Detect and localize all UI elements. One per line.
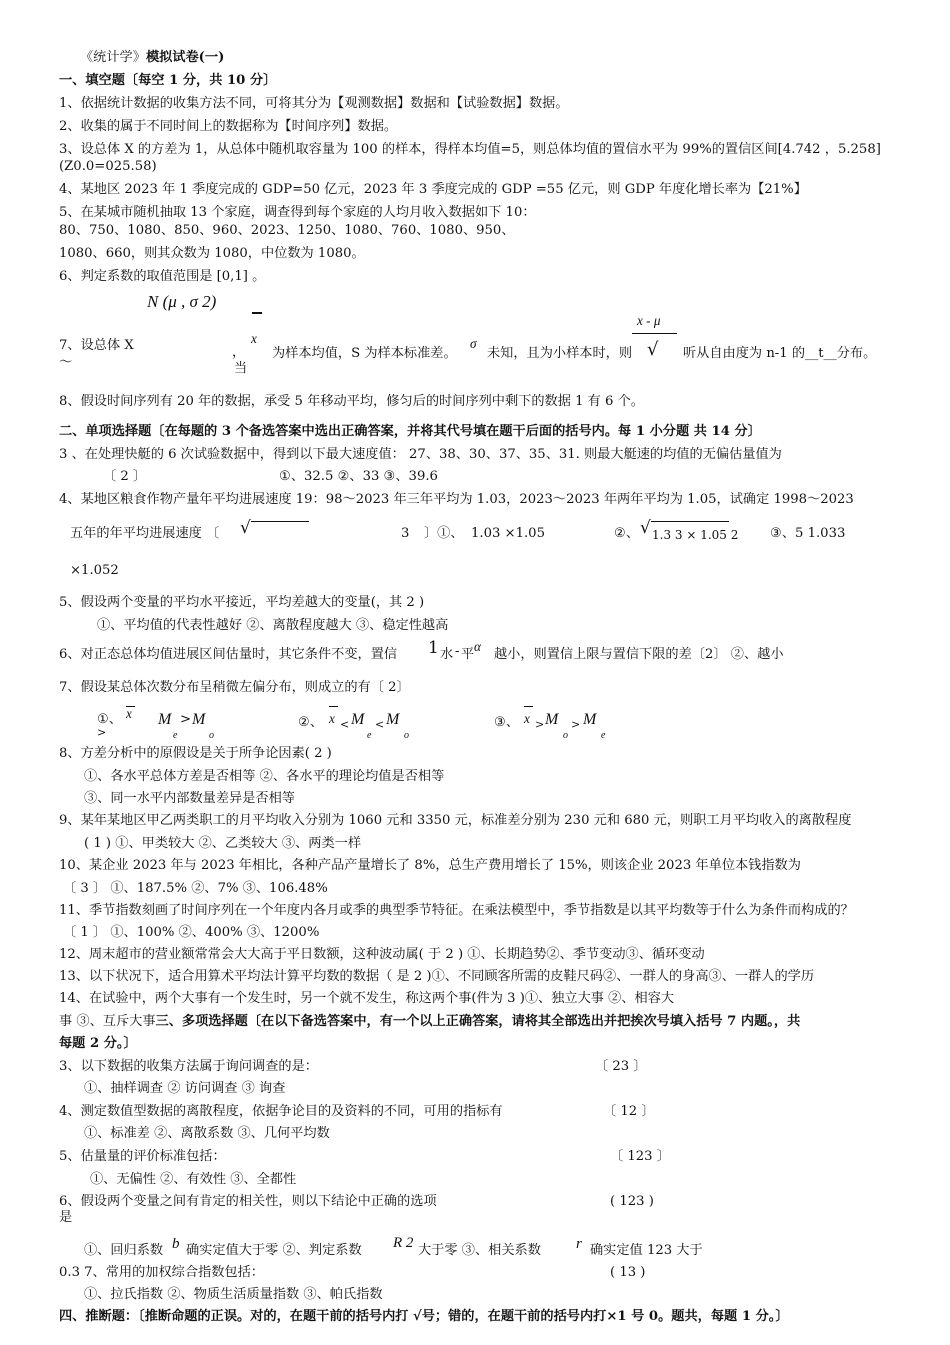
xbar-symbol: x <box>524 711 530 726</box>
question-3-6-answer: ( 123 ) <box>610 1194 654 1209</box>
question-3-6-opt1: ①、回归系数 <box>84 1243 164 1258</box>
xbar-bar-mark <box>329 706 338 707</box>
question-2-3: 3 、在处理快艇的 6 次试验数据中，得到以下最大速度值： 27、38、30、37、35、31. 则最大艇速的均值的无偏估量值为 <box>59 447 782 462</box>
b-symbol: b <box>172 1236 180 1252</box>
question-2-8-options-a: ①、各水平总体方差是否相等 ②、各水平的理论均值是否相等 <box>84 769 445 784</box>
xbar-symbol: x <box>251 331 257 346</box>
median-symbol: M <box>583 711 597 728</box>
question-2-10-options: 〔 3 〕 ①、187.5% ②、7% ③、106.48% <box>63 881 328 896</box>
question-3-6: 6、假设两个变量之间有肯定的相关性，则以下结论中正确的选项 <box>59 1194 437 1209</box>
question-2-14: 14、在试验中，两个大事有一个发生时，另一个就不发生，称这两个事(件为 3 )①、独立大事 ②、相容大 <box>59 991 675 1006</box>
r-symbol: r <box>576 1236 582 1252</box>
q2-7-opt3-label: ③、 <box>494 715 520 730</box>
median-subscript: e <box>601 730 606 741</box>
question-1-7-c: 未知，且为小样本时，则 <box>487 346 633 361</box>
question-2-8-options-b: ③、同一水平内部数量差异是否相等 <box>84 791 295 806</box>
question-1-2: 2、收集的属于不同时间上的数据称为【时间序列】数据。 <box>59 119 398 134</box>
question-2-4-opt1-label: 〕①、 <box>424 526 464 541</box>
question-2-4-tail: ×1.052 <box>70 563 119 578</box>
q2-7-gt: > <box>180 712 192 727</box>
question-3-6-opt3-tail: 确实定值 123 大于 <box>590 1243 703 1258</box>
mode-subscript: o <box>404 730 409 741</box>
question-2-11-options: 〔 1 〕 ①、100% ②、400% ③、1200% <box>63 925 320 940</box>
question-2-4-stem: 五年的年平均进展速度 〔 <box>70 526 220 541</box>
mode-symbol: M <box>192 711 206 728</box>
question-1-4: 4、某地区 2023 年 1 季度完成的 GDP=50 亿元，2023 年 3 季度完成的 GDP =55 亿元，则 GDP 年度化增长率为【21%】 <box>59 182 807 197</box>
question-2-4-answer: 3 <box>401 526 410 541</box>
section-4-heading: 四、推断题：〔推断命题的正误。对的，在题干前的括号内打 √号；错的，在题干前的括号内打×1 号 0。题共，每题 1 分。〕 <box>59 1309 789 1324</box>
xbar-bar-mark <box>524 706 533 707</box>
q2-7-gt: > <box>571 718 581 731</box>
t-statistic-numerator: x - μ <box>637 313 661 328</box>
median-symbol: M <box>351 711 365 728</box>
section-1-heading: 一、填空题〔每空 1 分，共 10 分〕 <box>59 73 277 88</box>
question-2-5: 5、假设两个变量的平均水平接近，平均差越大的变量(，其 2 ) <box>59 595 425 610</box>
sqrt-radical-icon: √ <box>240 518 251 538</box>
question-3-7: 0.3 7、常用的加权综合指数包括： <box>59 1265 264 1280</box>
section-3-heading-cont: 每题 2 分。〕 <box>59 1036 137 1051</box>
q2-7-opt1-label: ①、 <box>97 712 123 727</box>
question-2-7: 7、假设某总体次数分布呈稍微左偏分布，则成立的有〔 2〕 <box>59 680 410 695</box>
question-3-3: 3、以下数据的收集方法属于询问调查的是： <box>59 1059 318 1074</box>
sqrt-radical-icon: √ <box>647 339 659 360</box>
q2-7-opt2-label: ②、 <box>298 715 324 730</box>
radical-overline <box>251 521 309 522</box>
question-1-1: 1、依据统计数据的收集方法不同，可将其分为【观测数据】数据和【试验数据】数据。 <box>59 96 569 111</box>
mode-symbol: M <box>545 711 559 728</box>
question-3-4-options: ①、标准差 ②、离散系数 ③、几何平均数 <box>84 1126 330 1141</box>
section-2-heading: 二、单项选择题〔在每题的 3 个备选答案中选出正确答案，并将其代号填在题干后面的括号内。每 1 小分题 共 14 分〕 <box>59 424 761 439</box>
question-1-3: 3、设总体 X 的方差为 1，从总体中随机取容量为 100 的样本，得样本均值=5，则总体均值的置信水平为 99%的置信区间[4.742 ，5.258] <box>59 142 881 157</box>
question-1-7-d: 听从自由度为 n-1 的__t__分布。 <box>683 346 877 361</box>
q2-6-ping: 平 <box>461 647 475 662</box>
question-3-3-options: ①、抽样调查 ② 访问调查 ③ 询查 <box>84 1081 286 1096</box>
question-3-5-answer: 〔 123 〕 <box>610 1149 670 1164</box>
xbar-bar-mark <box>252 312 262 314</box>
question-2-4-opt2-value: 1.3 3 × 1.05 2 <box>652 528 739 542</box>
median-subscript: e <box>367 730 372 741</box>
question-2-14-tail: 事 ③、互斥大事三、多项选择题〔在以下备选答案中，有一个以上正确答案，请将其全部选出并把挨次号填入括号 7 内题。，共 <box>59 1014 801 1029</box>
question-2-4-opt1-value: 1.03 ×1.05 <box>471 526 545 541</box>
q7-dang: 当 <box>234 361 248 376</box>
question-2-3-options: ①、32.5 ②、33 ③、39.6 <box>279 469 438 484</box>
question-1-7-a: 7、设总体 X <box>59 338 134 353</box>
question-1-5: 5、在某城市随机抽取 13 个家庭，调查得到每个家庭的人均月收入数据如下 10： <box>59 205 536 220</box>
question-3-7-answer: ( 13 ) <box>610 1265 646 1280</box>
sqrt-radical-icon: √ <box>640 518 651 538</box>
q2-7-lt: < <box>375 718 385 731</box>
question-2-12: 12、周末超市的营业额常常会大大高于平日数额，这种波动属( 于 2 ) ①、长期趋势②、季节变动③、循环变动 <box>59 947 705 962</box>
question-2-6-a: 6、对正态总体均值进展区间估量时，其它条件不变，置信 <box>59 647 398 662</box>
question-2-9: 9、某年某地区甲乙两类职工的月平均收入分别为 1060 元和 3350 元，标准差分别为 230 元和 680 元，则职工月平均收入的离散程度 <box>59 813 852 828</box>
median-subscript: e <box>173 730 178 741</box>
q7-comma: ， <box>232 345 246 360</box>
question-2-9-options: ( 1 ) ①、甲类较大 ②、乙类较大 ③、两类一样 <box>84 836 362 851</box>
r-squared-symbol: R 2 <box>393 1235 414 1251</box>
q2-7-gt: > <box>535 718 545 731</box>
question-2-10: 10、某企业 2023 年与 2023 年相比，各种产品产量增长了 8%，总生产费用增长了 15%，则该企业 2023 年单位本钱指数为 <box>59 858 801 873</box>
question-3-7-options: ①、拉氏指数 ②、物质生活质量指数 ③、帕氏指数 <box>84 1287 383 1302</box>
question-3-5-options: ①、无偏性 ②、有效性 ③、全都性 <box>90 1172 297 1187</box>
tilde-symbol: ～ <box>59 355 73 370</box>
question-3-3-answer: 〔 23 〕 <box>595 1059 647 1074</box>
question-3-5: 5、估量量的评价标准包括： <box>59 1149 226 1164</box>
question-2-3-answer: 〔 2 〕 <box>103 469 147 484</box>
alpha-symbol: α <box>474 639 481 654</box>
exam-title: 《统计学》模拟试卷(一) <box>80 50 225 65</box>
sigma-symbol: σ <box>470 336 477 351</box>
question-2-4-opt3: ③、5 1.033 <box>770 526 846 541</box>
radical-overline <box>651 521 729 522</box>
question-2-8: 8、方差分析中的原假设是关于所争论因素( 2 ) <box>59 746 332 761</box>
question-3-4: 4、测定数值型数据的离散程度，依据争论目的及资料的不同，可用的指标有 <box>59 1104 503 1119</box>
question-1-5-data-b: 1080、660，则其众数为 1080，中位数为 1080。 <box>59 246 365 261</box>
mode-symbol: M <box>386 711 400 728</box>
question-2-13: 13、以下状况下，适合用算术平均法计算平均数的数据（ 是 2 )①、不同顾客所需的皮鞋尺码②、一群人的身高③、一群人的学历 <box>59 969 815 984</box>
q2-6-shui: 水 <box>440 647 454 662</box>
question-1-5-data-a: 80、750、1080、850、960、2023、1250、1080、760、1080、950、 <box>59 223 515 238</box>
question-1-6: 6、判定系数的取值范围是 [0,1] 。 <box>59 269 266 284</box>
question-2-11: 11、季节指数刻画了时间序列在一个年度内各月或季的典型季节特征。在乘法模型中，季节指数是以其平均数等于什么为条件而构成的？ <box>59 903 854 918</box>
normal-distribution-formula: N (μ , σ 2) <box>147 292 217 311</box>
question-3-6-opt1-tail: 确实定值大于零 ②、判定系数 <box>186 1243 362 1258</box>
question-2-4: 4、某地区粮食作物产量年平均进展速度 19：98～2023 年三年平均为 1.03，2023～2023 年两年平均为 1.05，试确定 1998～2023 <box>59 492 854 507</box>
question-2-4-opt2-label: ②、 <box>614 526 640 541</box>
q2-7-lt: < <box>340 718 350 731</box>
question-3-6-shi: 是 <box>59 1210 73 1225</box>
q2-6-one: 1 <box>428 638 439 658</box>
question-1-7-b: 为样本均值，S 为样本标准差。 <box>272 346 457 361</box>
question-1-3-note: (Z0.0=025.58) <box>59 159 157 174</box>
question-1-8: 8、假设时间序列有 20 年的数据，承受 5 年移动平均，修匀后的时间序列中剩下的数据 1 有 6 个。 <box>59 394 644 409</box>
q2-7-gt: > <box>97 726 107 739</box>
question-3-4-answer: 〔 12 〕 <box>603 1104 655 1119</box>
question-3-6-opt2-tail: 大于零 ③、相关系数 <box>418 1243 541 1258</box>
mode-subscript: o <box>563 730 568 741</box>
mode-subscript: o <box>209 730 214 741</box>
xbar-symbol: x <box>329 711 335 726</box>
q2-6-dash: - <box>455 644 460 659</box>
median-symbol: M <box>158 711 172 728</box>
question-2-5-options: ①、平均值的代表性越好 ②、离散程度越大 ③、稳定性越高 <box>97 618 449 633</box>
question-2-6-b: 越小，则置信上限与置信下限的差〔2〕 ②、越小 <box>494 647 784 662</box>
t-statistic-fraction-line <box>632 333 677 334</box>
xbar-symbol: x <box>126 706 132 721</box>
